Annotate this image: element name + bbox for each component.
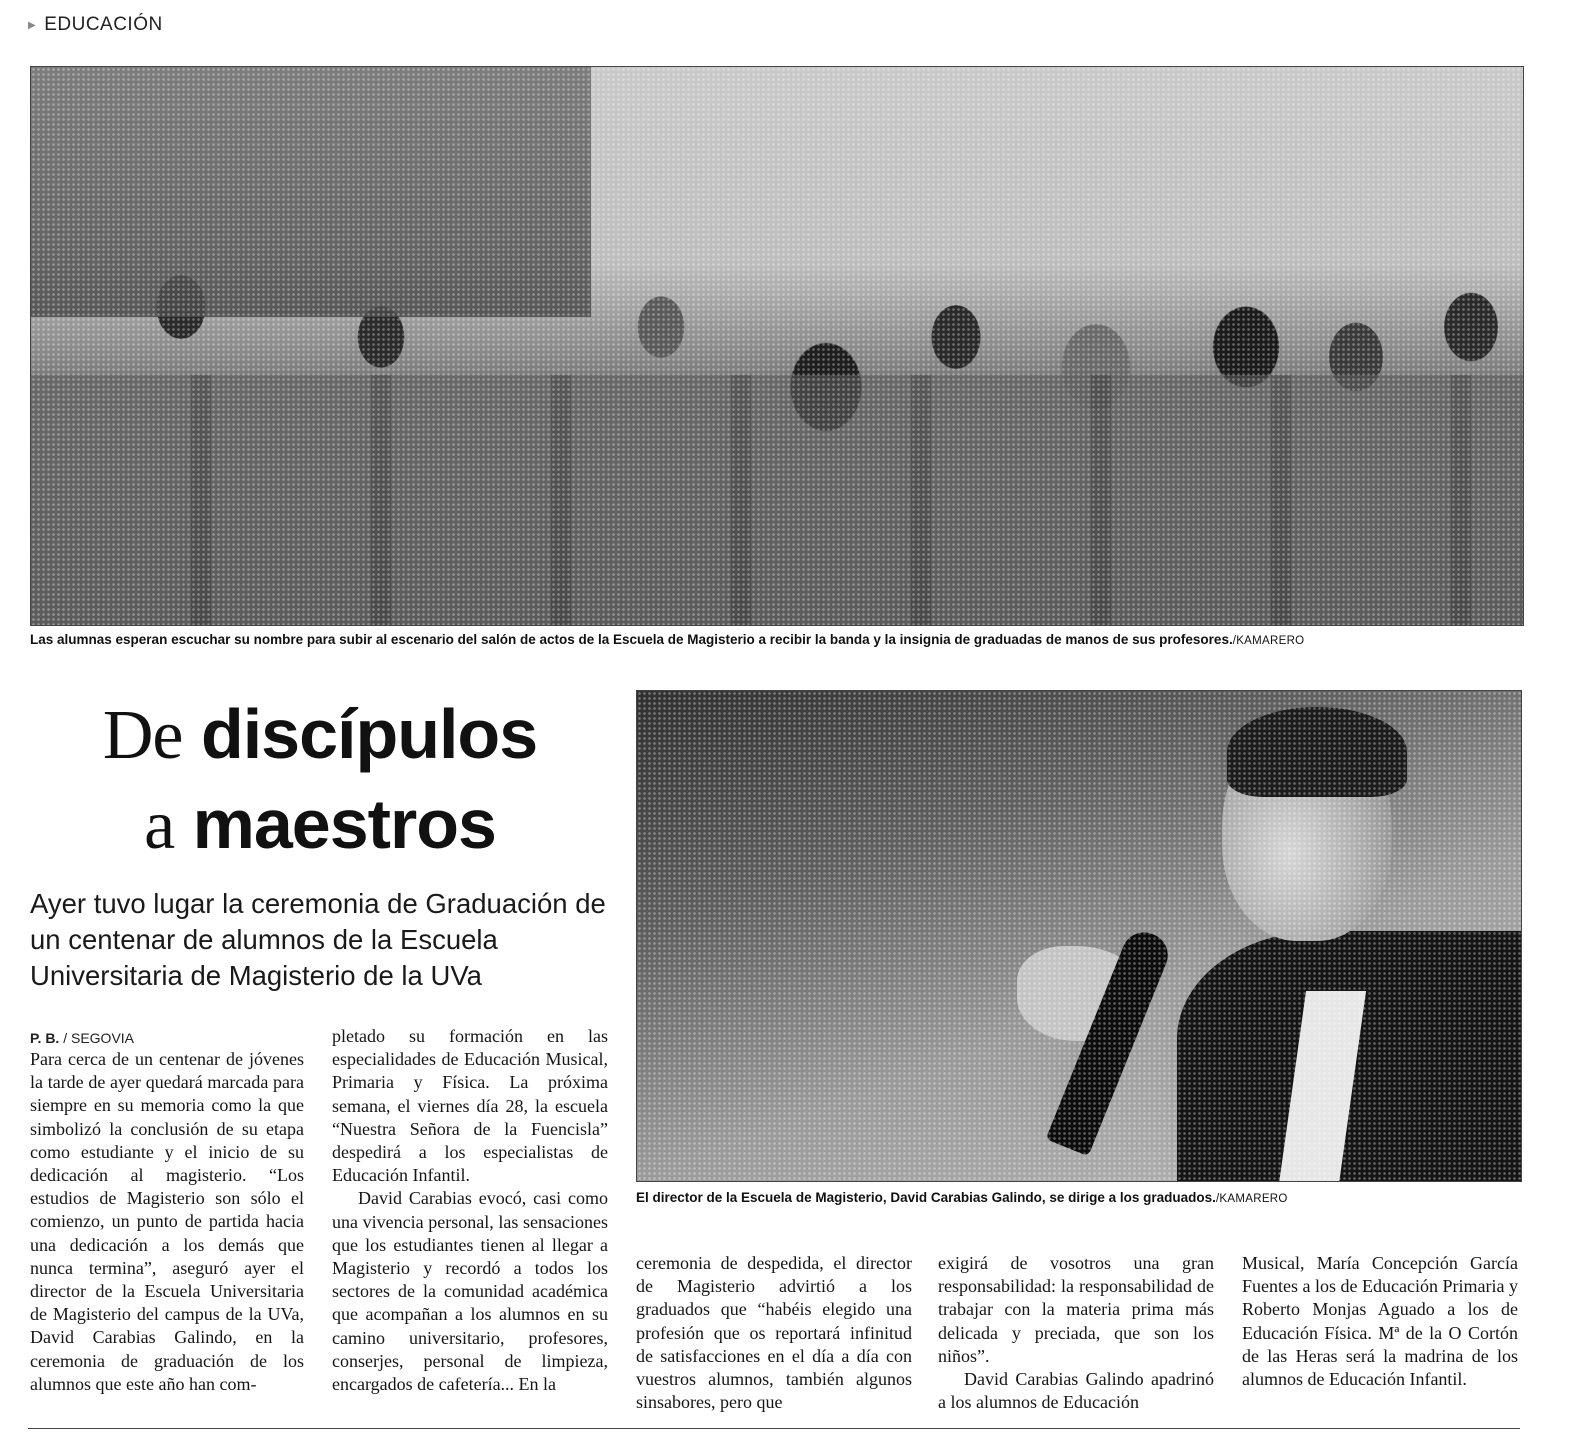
- section-title: EDUCACIÓN: [44, 14, 163, 35]
- graduates-photo: [30, 66, 1524, 626]
- article-column-3: ceremonia de despedida, el director de Magisterio advirtió a los graduados que “habéis elegido una profesión que os reportará infinitud de satisfacciones en el día a día con vuestros alumnos, también algunos sinsabores, pero que: [636, 1253, 912, 1413]
- top-photo-caption: [30, 632, 1304, 647]
- top-photo-credit: /KAMARERO: [1232, 635, 1305, 647]
- top-photo-caption-text: Las alumnas esperan escuchar su nombre para subir al escenario del salón de actos de la Escuela de Magisterio a recibir la banda y la insignia de graduadas de manos de sus profesores.: [30, 632, 1233, 647]
- director-photo: [636, 690, 1522, 1182]
- article-column-4: exigirá de vosotros una gran responsabilidad: la responsabilidad de trabajar con la materia prima más delicada y preciada, que son los niños”. David Carabias Galindo apadrinó a los alumnos de Educación: [938, 1253, 1214, 1413]
- article-column-1: Para cerca de un centenar de jóvenes la tarde de ayer quedará marcada para siempre en su memoria como la que simbolizó la conclusión de su etapa como estudiante y el inicio de su dedicación al magisterio. “Los estudios de Magisterio son sólo el comienzo, un punto de partida hacia una dedicación a los demás que nunca termina”, aseguró ayer el director de la Escuela Universitaria de Magisterio del campus de la UVa, David Carabias Galindo, en la ceremonia de graduación de los alumnos que este año han com-: [30, 1049, 304, 1394]
- byline-place: / SEGOVIA: [63, 1030, 135, 1046]
- bottom-rule: [28, 1428, 1520, 1429]
- byline: [30, 1030, 134, 1046]
- article-column-2: pletado su formación en las especialidades de Educación Musical, Primaria y Física. La próxima semana, el viernes día 28, la escuela “Nuestra Señora de la Fuencisla” despedirá a los especialistas de Educación Infantil. David Carabias evocó, casi como una vivencia personal, las sensaciones que los estudiantes tienen al llegar a Magisterio y recordó a todos los sectores de la comunidad académica que acompañan a los alumnos en su camino universitario, profesores, conserjes, personal de limpieza, encargados de cafetería... En la: [332, 1026, 608, 1395]
- right-photo-credit: /KAMARERO: [1215, 1193, 1288, 1205]
- section-arrow-icon: ▶: [28, 19, 37, 31]
- right-photo-caption-text: El director de la Escuela de Magisterio, David Carabias Galindo, se dirige a los graduados.: [636, 1190, 1216, 1205]
- byline-author: P. B.: [30, 1030, 60, 1046]
- right-photo-caption: [636, 1190, 1288, 1205]
- headline-line-1: De discípulos: [102, 695, 538, 774]
- section-label: [28, 14, 163, 36]
- headline: [30, 690, 610, 870]
- article-column-5: Musical, María Concepción García Fuentes a los de Educación Primaria y Roberto Monjas Aguado a los de Educación Física. Mª de la O Cortón de las Heras será la madrina de los alumnos de Educación Infantil.: [1242, 1253, 1518, 1390]
- headline-line-2: a maestros: [144, 785, 496, 864]
- subheadline: Ayer tuvo lugar la ceremonia de Graduación de un centenar de alumnos de la Escuela Universitaria de Magisterio de la UVa: [30, 888, 606, 991]
